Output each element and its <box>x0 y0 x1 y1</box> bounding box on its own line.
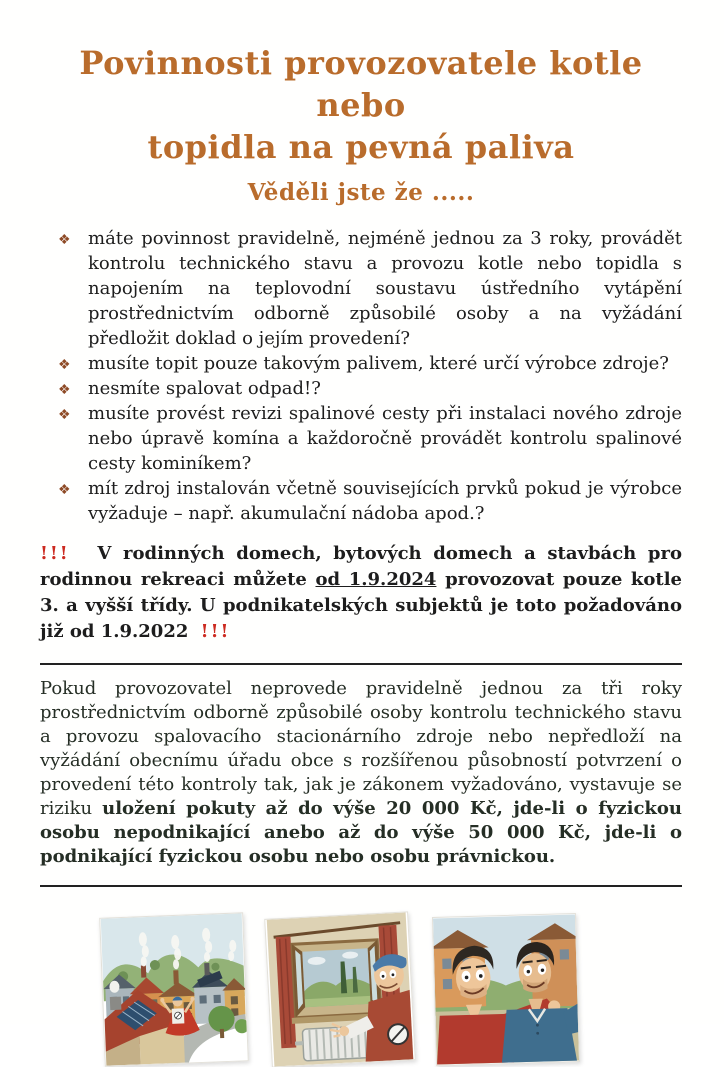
horizontal-divider <box>40 663 682 665</box>
village-illustration <box>99 912 249 1066</box>
diamond-bullet-icon: ❖ <box>58 406 71 423</box>
penalty-text-normal: Pokud provozovatel neprovede pravidelně jednou za tři roky prostřednictvím odborně způsobilé osoby kontrolu technického stavu a provozu spalovacího stacionárního zdroje nebo nepředloží na vyžádání obecnímu úřadu obce s rozšířenou působností potvrzení o provedení této kontroly tak, jak je zákonem vyžadováno, vystavuje se riziku <box>40 677 682 819</box>
diamond-bullet-icon: ❖ <box>58 231 71 248</box>
exclamation-marks-icon: !!! <box>200 620 231 642</box>
two-men-illustration <box>432 913 580 1066</box>
diamond-bullet-icon: ❖ <box>58 481 71 498</box>
page-title <box>40 42 682 169</box>
warning-text-after-date: provozovat pouze kotle 3. a vyšší třídy. U podnikatelských subjektů je toto požadováno již od 1.9.2022 <box>40 568 682 642</box>
list-item <box>56 401 682 476</box>
page-title-line1: Povinnosti provozovatele kotle nebo <box>79 44 643 125</box>
page-title-line2: topidla na pevná paliva <box>147 128 575 167</box>
illustration-row <box>40 915 682 1064</box>
list-item-text: mít zdroj instalován včetně souvisejících prvků pokud je výrobce vyžaduje – např. akumulační nádoba apod.? <box>88 477 682 524</box>
list-item-text: musíte topit pouze takovým palivem, které určí výrobce zdroje? <box>88 352 669 374</box>
deadline-warning <box>40 541 682 645</box>
list-item-text: musíte provést revizi spalinové cesty při instalaci nového zdroje nebo úpravě komína a každoročně provádět kontrolu spalinové cesty kominíkem? <box>88 402 682 474</box>
diamond-bullet-icon: ❖ <box>58 356 71 373</box>
list-item <box>56 376 682 401</box>
exclamation-marks-icon: !!! <box>40 542 70 564</box>
list-item <box>56 351 682 376</box>
list-item <box>56 226 682 351</box>
horizontal-divider <box>40 885 682 887</box>
penalty-text-bold: uložení pokuty až do výše 20 000 Kč, jde-li o fyzickou osobu nepodnikající anebo až do výše 50 000 Kč, jde-li o podnikající fyzickou osobu nebo osobu právnickou. <box>40 797 682 867</box>
warning-text-before-date: V rodinných domech, bytových domech a stavbách pro rodinnou rekreaci můžete <box>40 542 682 590</box>
page-subtitle: Věděli jste že ..... <box>247 178 475 206</box>
warning-date-underlined: od 1.9.2024 <box>315 568 437 590</box>
open-window-radiator-image <box>265 912 414 1066</box>
list-item <box>56 476 682 526</box>
obligations-list <box>40 226 682 526</box>
window-radiator-illustration <box>264 911 416 1067</box>
penalty-paragraph <box>40 677 682 869</box>
village-smoking-chimneys-image <box>100 913 248 1065</box>
diamond-bullet-icon: ❖ <box>58 381 71 398</box>
two-neighbours-image <box>433 914 579 1065</box>
list-item-text: máte povinnost pravidelně, nejméně jednou za 3 roky, provádět kontrolu technického stavu a provozu kotle nebo topidla s napojením na teplovodní soustavu ústředního vytápění prostřednictvím odborně způsobilé osoby a na vyžádání předložit doklad o jejím provedení? <box>88 227 682 349</box>
list-item-text: nesmíte spalovat odpad!? <box>88 377 321 399</box>
